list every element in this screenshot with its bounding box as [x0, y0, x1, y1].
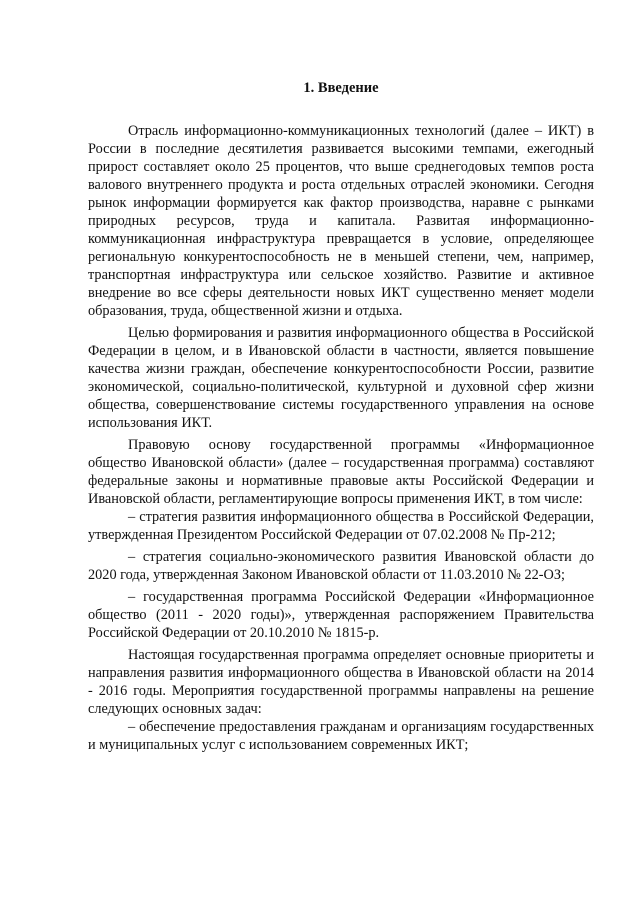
- legal-list-item: – стратегия развития информационного общества в Российской Федерации, утвержденная Президентом Российской Федерации от 07.02.2008 № Пр-212;: [88, 509, 594, 543]
- program-paragraph: Настоящая государственная программа определяет основные приоритеты и направления развития информационного общества в Ивановской области на 2014 - 2016 годы. Мероприятия государственной программы направлены на решение следующих основных задач:: [88, 647, 594, 717]
- section-title: 1. Введение: [303, 80, 379, 96]
- legal-list-item: – государственная программа Российской Федерации «Информационное общество (2011 - 2020 годы)», утвержденная распоряжением Правительства Российской Федерации от 20.10.2010 № 1815-р.: [88, 589, 594, 641]
- goal-paragraph: Целью формирования и развития информационного общества в Российской Федерации в целом, и в Ивановской области в частности, является повышение качества жизни граждан, обеспечение конкурентоспособности России, развитие экономической, социально-политической, культурной и духовной сфер жизни общества, совершенствование системы государственного управления на основе использования ИКТ.: [88, 325, 594, 431]
- document-page: [88, 78, 594, 754]
- legal-basis-paragraph: Правовую основу государственной программы «Информационное общество Ивановской области» (далее – государственная программа) составляют федеральные законы и нормативные правовые акты Российской Федерации и Ивановской области, регламентирующие вопросы применения ИКТ, в том числе:: [88, 437, 594, 507]
- task-list-item: – обеспечение предоставления гражданам и организациям государственных и муниципальных услуг с использованием современных ИКТ;: [88, 719, 594, 753]
- intro-paragraph: Отрасль информационно-коммуникационных технологий (далее – ИКТ) в России в последние десятилетия развивается высокими темпами, ежегодный прирост составляет около 25 процентов, что выше среднегодовых темпов роста валового внутреннего продукта и роста отдельных отраслей экономики. Сегодня рынок информации формируется как фактор производства, наравне с рынками природных ресурсов, труда и капитала. Развитая информационно-коммуникационная инфраструктура превращается в условие, определяющее региональную конкурентоспособность не в меньшей степени, чем, например, транспортная инфраструктура или сельское хозяйство. Развитие и активное внедрение во все сферы деятельности новых ИКТ существенно меняет модели образования, труда, общественной жизни и отдыха.: [88, 123, 594, 319]
- legal-list-item: – стратегия социально-экономического развития Ивановской области до 2020 года, утвержденная Законом Ивановской области от 11.03.2010 № 22-ОЗ;: [88, 549, 594, 583]
